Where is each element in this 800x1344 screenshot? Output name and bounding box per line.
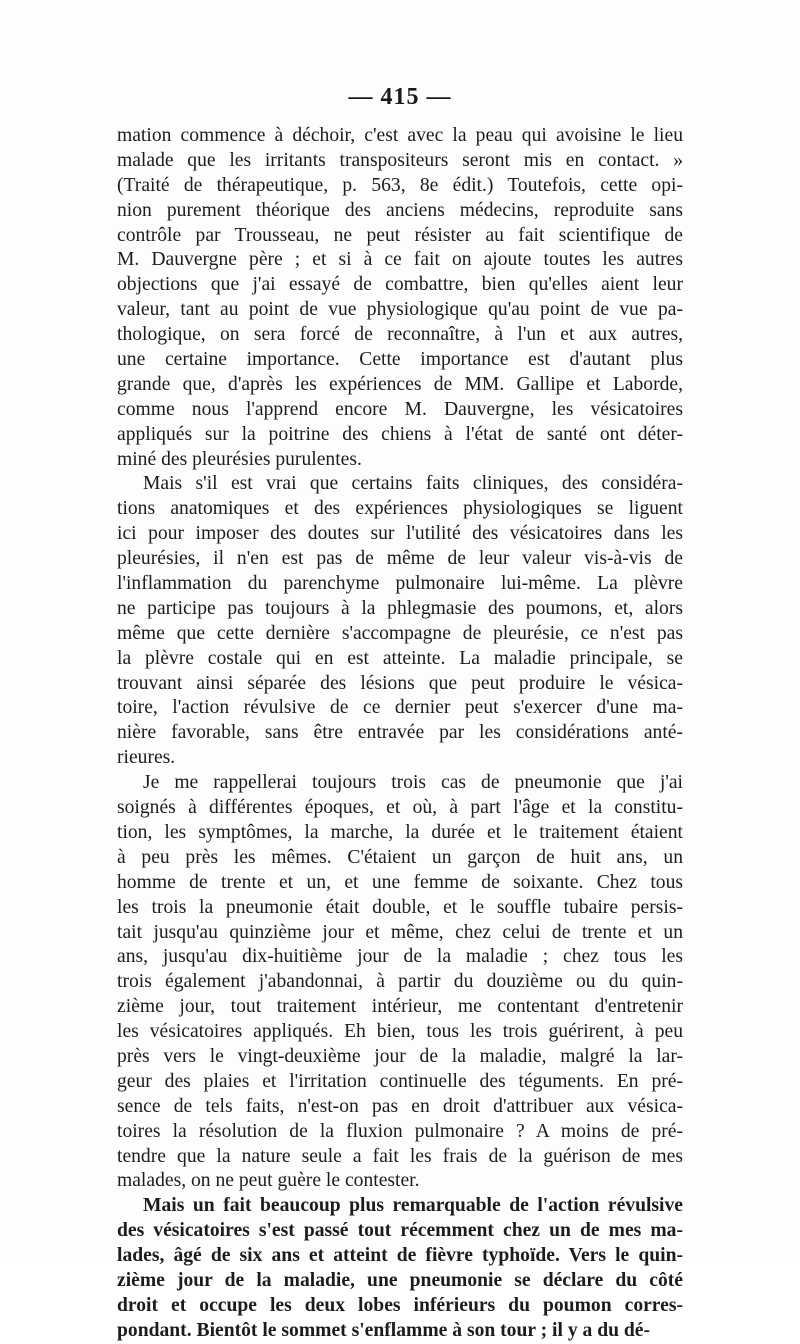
text-line: l'inflammation du parenchyme pulmonaire lui-même. La plèvre: [117, 573, 683, 595]
text-line: toire, l'action révulsive de ce dernier peut s'exercer d'une ma-: [117, 697, 683, 719]
text-line: la plèvre costale qui en est atteinte. La maladie principale, se: [117, 647, 683, 669]
text-line: homme de trente et un, et une femme de soixante. Chez tous: [117, 871, 683, 893]
text-line: tions anatomiques et des expériences physiologiques se liguent: [117, 498, 683, 520]
text-line: objections que j'ai essayé de combattre, bien qu'elles aient leur: [117, 274, 683, 296]
text-line: Mais un fait beaucoup plus remarquable de l'action révulsive: [143, 1195, 683, 1217]
body-text: [117, 124, 683, 1344]
text-line: malades, on ne peut guère le contester.: [117, 1170, 420, 1192]
text-line: ici pour imposer des doutes sur l'utilité des vésicatoires dans les: [117, 523, 683, 545]
text-line: pleurésies, il n'en est pas de même de leur valeur vis-à-vis de: [117, 548, 683, 570]
text-line: Je me rappellerai toujours trois cas de pneumonie que j'ai: [143, 772, 683, 794]
text-line: Mais s'il est vrai que certains faits cliniques, des considéra-: [143, 473, 683, 495]
paragraph: [117, 771, 683, 1194]
text-line: thologique, on sera forcé de reconnaître, à l'un et aux autres,: [117, 324, 683, 346]
text-line: malade que les irritants transpositeurs seront mis en contact. »: [117, 149, 683, 171]
text-line: lades, âgé de six ans et atteint de fièvre typhoïde. Vers le quin-: [117, 1245, 683, 1267]
text-line: M. Dauvergne père ; et si à ce fait on ajoute toutes les autres: [117, 249, 683, 271]
text-line: geur des plaies et l'irritation continuelle des téguments. En pré-: [117, 1070, 683, 1092]
text-line: pondant. Bientôt le sommet s'enflamme à son tour ; il y a du dé-: [117, 1319, 651, 1341]
text-line: zième jour, tout traitement intérieur, me contentant d'entretenir: [117, 996, 683, 1018]
paragraph: [117, 1194, 683, 1343]
text-line: appliqués sur la poitrine des chiens à l'état de santé ont déter-: [117, 423, 683, 445]
text-line: mation commence à déchoir, c'est avec la peau qui avoisine le lieu: [117, 125, 683, 146]
text-line: miné des pleurésies purulentes.: [117, 448, 362, 470]
text-line: les vésicatoires appliqués. Eh bien, tous les trois guérirent, à peu: [117, 1021, 683, 1043]
text-line: près vers le vingt-deuxième jour de la maladie, malgré la lar-: [117, 1045, 683, 1067]
text-line: toires la résolution de la fluxion pulmonaire ? A moins de pré-: [117, 1120, 683, 1142]
text-line: une certaine importance. Cette importance est d'autant plus: [117, 349, 683, 371]
text-line: ans, jusqu'au dix-huitième jour de la maladie ; chez tous les: [117, 946, 683, 968]
paragraph: [117, 472, 683, 771]
text-line: tendre que la nature seule a fait les frais de la guérison de mes: [117, 1145, 683, 1167]
page-number: — 415 —: [348, 84, 452, 110]
text-line: droit et occupe les deux lobes inférieurs du poumon corres-: [117, 1294, 683, 1316]
text-line: les trois la pneumonie était double, et le souffle tubaire persis-: [117, 896, 683, 918]
text-line: (Traité de thérapeutique, p. 563, 8e édit.) Toutefois, cette opi-: [117, 174, 683, 196]
text-line: trouvant ainsi séparée des lésions que peut produire le vésica-: [117, 672, 683, 694]
text-line: même que cette dernière s'accompagne de pleurésie, ce n'est pas: [117, 622, 683, 644]
text-line: comme nous l'apprend encore M. Dauvergne, les vésicatoires: [117, 398, 683, 420]
paragraph: [117, 124, 683, 472]
text-line: ne participe pas toujours à la phlegmasie des poumons, et, alors: [117, 597, 683, 619]
text-line: des vésicatoires s'est passé tout récemment chez un de mes ma-: [117, 1220, 683, 1242]
text-line: tion, les symptômes, la marche, la durée et le traitement étaient: [117, 821, 683, 843]
text-line: trois également j'abandonnai, à partir du douzième ou du quin-: [117, 971, 683, 993]
text-line: zième jour de la maladie, une pneumonie se déclare du côté: [117, 1269, 683, 1291]
text-line: sence de tels faits, n'est-on pas en droit d'attribuer aux vésica-: [117, 1095, 683, 1117]
text-line: à peu près les mêmes. C'étaient un garçon de huit ans, un: [117, 846, 683, 868]
text-line: nion purement théorique des anciens médecins, reproduite sans: [117, 199, 683, 221]
text-line: soignés à différentes époques, et où, à part l'âge et la constitu-: [117, 797, 683, 819]
text-line: nière favorable, sans être entravée par les considérations anté-: [117, 722, 683, 744]
text-line: valeur, tant au point de vue physiologique qu'au point de vue pa-: [117, 299, 683, 321]
text-line: contrôle par Trousseau, ne peut résister au fait scientifique de: [117, 224, 683, 246]
text-line: rieures.: [117, 747, 176, 769]
text-line: tait jusqu'au quinzième jour et même, chez celui de trente et un: [117, 921, 683, 943]
text-line: grande que, d'après les expériences de MM. Gallipe et Laborde,: [117, 373, 683, 395]
